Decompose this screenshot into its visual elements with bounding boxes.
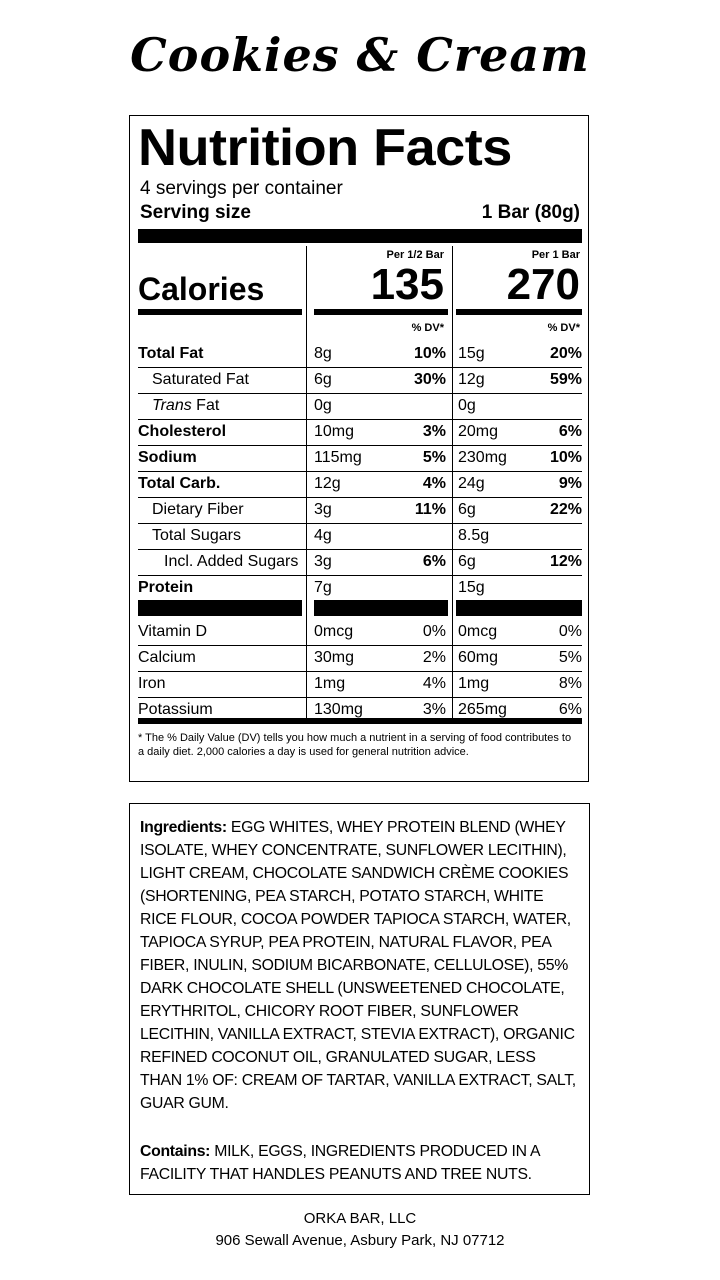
dv-full-bar: 5% xyxy=(558,649,582,666)
serving-size-value: 1 Bar (80g) xyxy=(481,202,580,223)
protein-divider xyxy=(456,600,582,616)
nutrient-label: Calcium xyxy=(138,649,196,666)
dv-full-bar: 12% xyxy=(549,553,582,570)
ingredients-list: EGG WHITES, WHEY PROTEIN BLEND (WHEY ISOLATE, WHEY CONCENTRATE, SUNFLOWER LECITHIN), LIGHT CREAM, CHOCOLATE SANDWICH CRÈME COOKIES (SHORTENING, PEA STARCH, POTATO STARCH, WHITE RICE FLOUR, COCOA POWDER TAPIOCA STARCH, WATER, TAPIOCA SYRUP, PEA PROTEIN, NATURAL FLAVOR, PEA FIBER, INULIN, SODIUM BICARBONATE, CELLULOSE), 55% DARK CHOCOLATE SHELL (UNSWEETENED CHOCOLATE, ERYTHRITOL, CHICORY ROOT FIBER, SUNFLOWER LECITHIN, VANILLA EXTRACT, STEVIA EXTRACT), ORGANIC REFINED COCONUT OIL, GRANULATED SUGAR, LESS THAN 1% OF: CREAM OF TARTAR, VANILLA EXTRACT, SALT, GUAR GUM. xyxy=(140,819,576,1112)
dv-full-bar: 22% xyxy=(549,501,582,518)
dv-half-bar: 2% xyxy=(422,649,446,666)
protein-divider xyxy=(314,600,448,616)
calories-label: Calories xyxy=(138,271,265,307)
amount-half-bar: 115mg xyxy=(314,449,362,466)
nutrient-label: Protein xyxy=(138,579,194,596)
amount-full-bar: 0mcg xyxy=(458,623,498,640)
allergen-statement xyxy=(140,1140,580,1186)
amount-full-bar: 24g xyxy=(458,475,485,492)
nutrition-facts-title: Nutrition Facts xyxy=(138,119,512,177)
dv-half-bar: 11% xyxy=(414,501,446,518)
dv-full-bar: 10% xyxy=(549,449,582,466)
amount-half-bar: 12g xyxy=(314,475,341,492)
amount-half-bar: 130mg xyxy=(314,701,363,718)
dv-head-half-bar: % DV* xyxy=(411,322,444,334)
nutrient-row xyxy=(130,498,590,524)
dv-full-bar: 8% xyxy=(558,675,582,692)
amount-full-bar: 6g xyxy=(458,501,476,518)
amount-half-bar: 4g xyxy=(314,527,332,544)
protein-divider xyxy=(138,600,302,616)
nutrient-label: Trans Fat xyxy=(152,397,220,414)
dv-full-bar: 0% xyxy=(558,623,582,640)
amount-half-bar: 0mcg xyxy=(314,623,354,640)
dv-full-bar: 9% xyxy=(558,475,582,492)
nutrient-row xyxy=(130,446,590,472)
dv-half-bar: 5% xyxy=(422,449,446,466)
amount-half-bar: 6g xyxy=(314,371,332,388)
nutrition-facts-panel xyxy=(129,115,589,782)
amount-full-bar: 6g xyxy=(458,553,476,570)
nutrient-label: Saturated Fat xyxy=(152,371,249,388)
company-info xyxy=(0,1208,720,1252)
column-head-half-bar: Per 1/2 Bar xyxy=(386,249,444,261)
nutrient-label: Vitamin D xyxy=(138,623,208,640)
servings-per-container: 4 servings per container xyxy=(140,178,343,199)
dv-full-bar: 20% xyxy=(549,345,582,362)
nutrient-row xyxy=(130,620,590,646)
amount-full-bar: 15g xyxy=(458,579,485,596)
amount-half-bar: 8g xyxy=(314,345,332,362)
dv-half-bar: 0% xyxy=(422,623,446,640)
nutrient-row xyxy=(130,394,590,420)
nutrient-label: Cholesterol xyxy=(138,423,227,440)
company-address: 906 Sewall Avenue, Asbury Park, NJ 07712 xyxy=(215,1232,505,1249)
nutrient-row xyxy=(130,550,590,576)
company-name: ORKA BAR, LLC xyxy=(303,1210,417,1227)
amount-full-bar: 15g xyxy=(458,345,485,362)
amount-full-bar: 12g xyxy=(458,371,485,388)
serving-size-label: Serving size xyxy=(140,202,251,223)
nutrient-label: Total Fat xyxy=(138,345,204,362)
calories-divider xyxy=(138,309,302,315)
dv-half-bar: 10% xyxy=(413,345,446,362)
ingredients-label: Ingredients: xyxy=(140,819,227,836)
footnote-divider xyxy=(138,718,582,724)
contains-label: Contains: xyxy=(140,1143,211,1160)
calories-divider xyxy=(314,309,448,315)
calories-half-bar: 135 xyxy=(370,260,444,309)
nutrient-row xyxy=(130,672,590,698)
dv-full-bar: 59% xyxy=(549,371,582,388)
thick-divider xyxy=(138,229,582,243)
amount-half-bar: 10mg xyxy=(314,423,355,440)
daily-value-footnote: * The % Daily Value (DV) tells you how much a nutrient in a serving of food contributes to a daily diet. 2,000 calories a day is used for general nutrition advice. xyxy=(138,732,572,758)
amount-half-bar: 3g xyxy=(314,501,332,518)
nutrient-row xyxy=(130,420,590,446)
nutrient-row xyxy=(130,524,590,550)
amount-full-bar: 1mg xyxy=(458,675,490,692)
nutrient-label: Incl. Added Sugars xyxy=(164,553,299,570)
amount-full-bar: 0g xyxy=(458,397,476,414)
dv-full-bar: 6% xyxy=(558,423,582,440)
amount-full-bar: 8.5g xyxy=(458,527,490,544)
amount-half-bar: 1mg xyxy=(314,675,346,692)
amount-full-bar: 60mg xyxy=(458,649,499,666)
dv-half-bar: 3% xyxy=(422,423,446,440)
dv-head-full-bar: % DV* xyxy=(547,322,580,334)
dv-half-bar: 30% xyxy=(413,371,446,388)
nutrient-row xyxy=(130,576,590,602)
dv-half-bar: 3% xyxy=(422,701,446,718)
dv-half-bar: 4% xyxy=(422,475,446,492)
amount-full-bar: 265mg xyxy=(458,701,507,718)
nutrient-row xyxy=(130,472,590,498)
ingredients-panel xyxy=(129,803,590,1195)
dv-half-bar: 4% xyxy=(422,675,446,692)
nutrient-label: Dietary Fiber xyxy=(152,501,244,518)
calories-full-bar: 270 xyxy=(506,260,580,309)
product-title: Cookies & Cream xyxy=(130,28,590,82)
dv-full-bar: 6% xyxy=(558,701,582,718)
nutrient-label: Sodium xyxy=(138,449,197,466)
column-head-full-bar: Per 1 Bar xyxy=(531,249,580,261)
amount-half-bar: 30mg xyxy=(314,649,355,666)
nutrient-row xyxy=(130,646,590,672)
nutrient-label: Iron xyxy=(138,675,166,692)
amount-full-bar: 230mg xyxy=(458,449,507,466)
amount-half-bar: 3g xyxy=(314,553,332,570)
nutrient-row xyxy=(130,368,590,394)
nutrient-label: Total Carb. xyxy=(138,475,221,492)
amount-half-bar: 0g xyxy=(314,397,332,414)
calories-divider xyxy=(456,309,582,315)
nutrient-label: Potassium xyxy=(138,701,213,718)
nutrient-label: Total Sugars xyxy=(152,527,241,544)
nutrient-row xyxy=(130,342,590,368)
amount-half-bar: 7g xyxy=(314,579,332,596)
ingredients-text xyxy=(140,816,580,1115)
dv-half-bar: 6% xyxy=(422,553,446,570)
contains-text: MILK, EGGS, INGREDIENTS PRODUCED IN A FACILITY THAT HANDLES PEANUTS AND TREE NUTS. xyxy=(140,1143,540,1183)
amount-full-bar: 20mg xyxy=(458,423,499,440)
